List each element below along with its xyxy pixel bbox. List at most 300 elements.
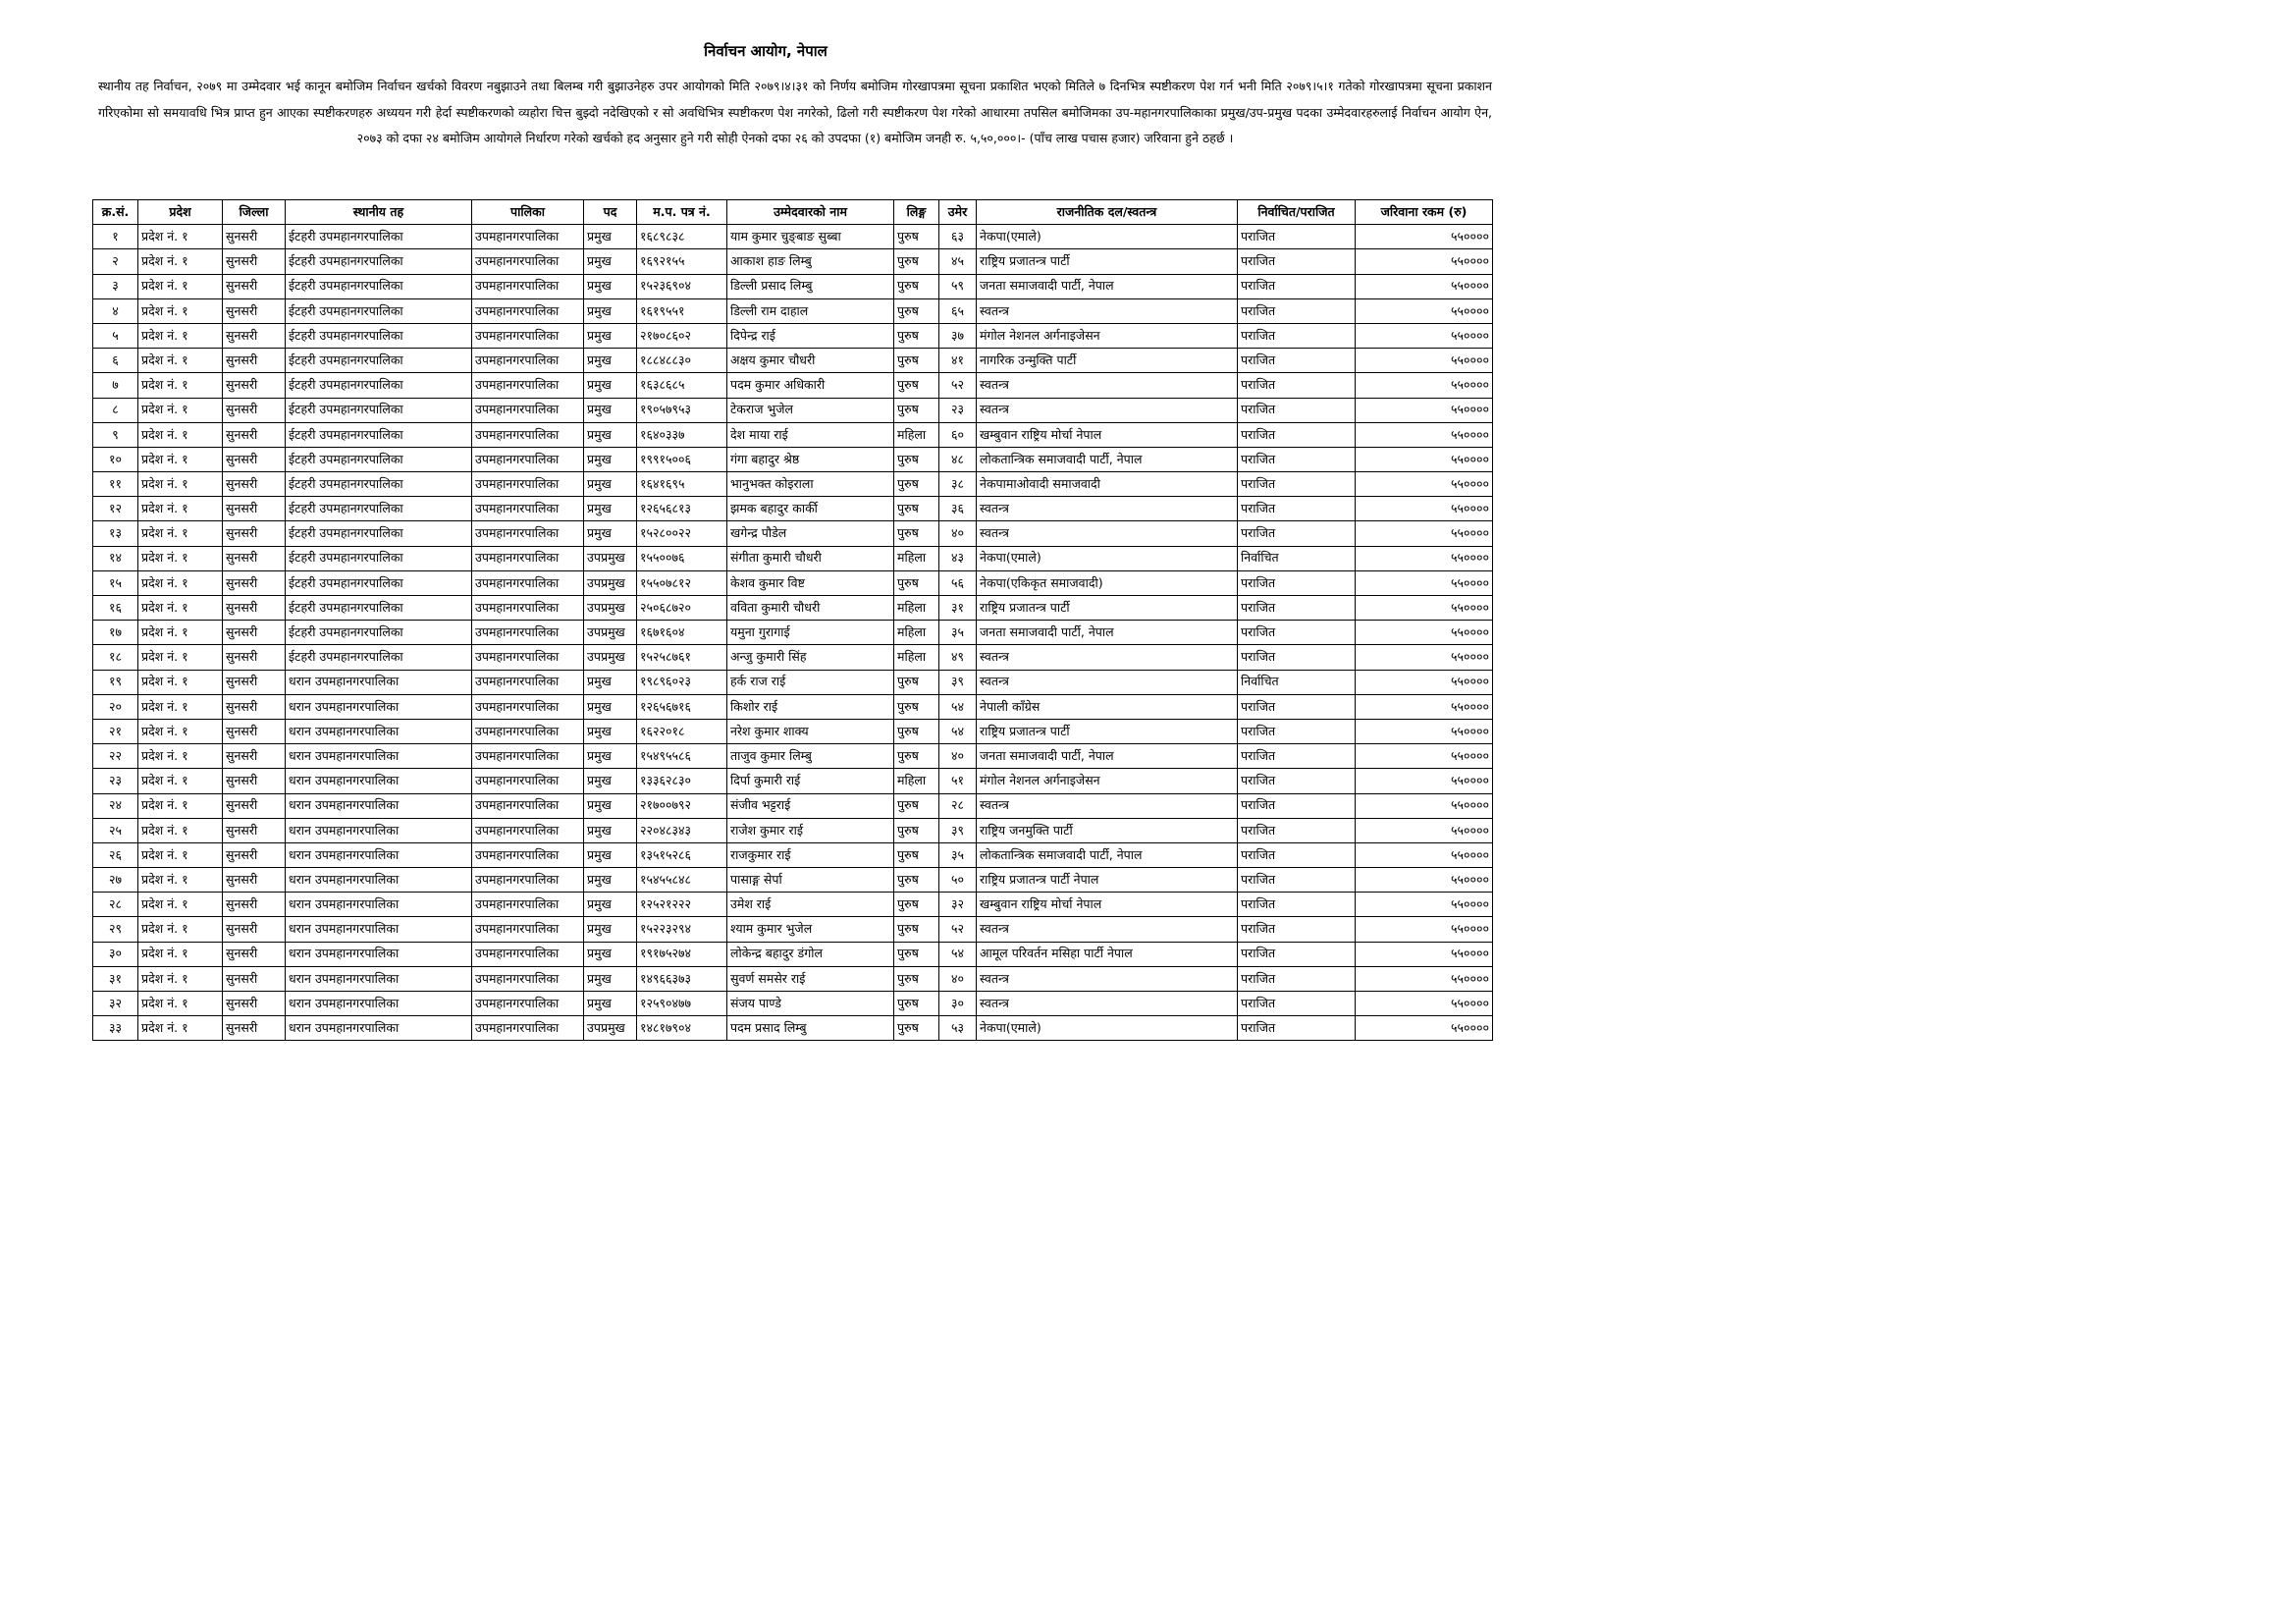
- cell-candidate-name: झमक बहादुर कार्की: [727, 497, 894, 521]
- cell-age: ४५: [939, 249, 977, 274]
- cell-local-level: ईटहरी उपमहानगरपालिका: [286, 472, 472, 497]
- cell-municipality-type: उपमहानगरपालिका: [472, 893, 584, 917]
- cell-party: मंगोल नेशनल अर्गनाइजेसन: [977, 323, 1238, 348]
- cell-local-level: ईटहरी उपमहानगरपालिका: [286, 373, 472, 398]
- table-row: [93, 447, 1493, 471]
- cell-district: सुनसरी: [223, 670, 286, 694]
- cell-province: प्रदेश नं. १: [138, 694, 223, 719]
- table-row: [93, 893, 1493, 917]
- notice-paragraph: स्थानीय तह निर्वाचन, २०७९ मा उम्मेदवार भई कानून बमोजिम निर्वाचन खर्चको विवरण नबुझाउने तथा बिलम्ब गरी बुझाउनेहरु उपर आयोगको मिति २०७९।४।३१ को निर्णय बमोजिम गोरखापत्रमा सूचना प्रकाशित भएको मितिले ७ दिनभित्र स्पष्टीकरण पेश गर्न भनी मिति २०७९।५।१ गतेको गोरखापत्रमा सूचना प्रकाशन गरिएकोमा सो समयावधि भित्र प्राप्त हुन आएका स्पष्टीकरणहरु अध्ययन गरी हेर्दा स्पष्टीकरणको व्यहोरा चित्त बुझ्दो नदेखिएको र सो अवधिभित्र स्पष्टीकरण पेश नगरेको, ढिलो गरी स्पष्टीकरण पेश गरेको आधारमा तपसिल बमोजिमका उप-महानगरपालिकाका प्रमुख/उप-प्रमुख पदका उम्मेदवारहरुलाई निर्वाचन आयोग ऐन, २०७३ को दफा २४ बमोजिम आयोगले निर्धारण गरेको खर्चको हद अनुसार हुने गरी सोही ऐनको दफा २६ को उपदफा (१) बमोजिम जनही रु. ५,५०,०००।- (पाँच लाख पचास हजार) जरिवाना हुने ठहर्छ ।: [98, 79, 1492, 145]
- cell-sn: ३१: [93, 966, 138, 991]
- table-row: [93, 274, 1493, 298]
- cell-nomination-no: १९०५७९५३: [637, 398, 727, 422]
- table-row: [93, 917, 1493, 942]
- cell-fine-amount: ५५००००: [1356, 422, 1493, 447]
- cell-result: पराजित: [1238, 274, 1356, 298]
- cell-gender: महिला: [894, 596, 939, 621]
- cell-nomination-no: १२६५६८१३: [637, 497, 727, 521]
- cell-municipality-type: उपमहानगरपालिका: [472, 274, 584, 298]
- cell-municipality-type: उपमहानगरपालिका: [472, 769, 584, 793]
- cell-fine-amount: ५५००००: [1356, 769, 1493, 793]
- cell-post: उपप्रमुख: [584, 645, 637, 670]
- cell-fine-amount: ५५००००: [1356, 497, 1493, 521]
- cell-nomination-no: २५०६८७२०: [637, 596, 727, 621]
- cell-party: स्वतन्त्र: [977, 373, 1238, 398]
- cell-result: पराजित: [1238, 422, 1356, 447]
- cell-local-level: धरान उपमहानगरपालिका: [286, 893, 472, 917]
- cell-province: प्रदेश नं. १: [138, 398, 223, 422]
- cell-fine-amount: ५५००००: [1356, 398, 1493, 422]
- cell-local-level: धरान उपमहानगरपालिका: [286, 670, 472, 694]
- cell-age: ३९: [939, 670, 977, 694]
- header-district: जिल्ला: [223, 200, 286, 225]
- cell-party: नेकपा(एकिकृत समाजवादी): [977, 570, 1238, 595]
- header-post: पद: [584, 200, 637, 225]
- cell-nomination-no: १५२२३२९४: [637, 917, 727, 942]
- cell-municipality-type: उपमहानगरपालिका: [472, 398, 584, 422]
- cell-gender: पुरुष: [894, 966, 939, 991]
- cell-district: सुनसरी: [223, 546, 286, 570]
- cell-result: पराजित: [1238, 917, 1356, 942]
- table-row: [93, 621, 1493, 645]
- cell-candidate-name: गंगा बहादुर श्रेष्ठ: [727, 447, 894, 471]
- cell-municipality-type: उपमहानगरपालिका: [472, 621, 584, 645]
- cell-sn: २५: [93, 818, 138, 842]
- cell-sn: १२: [93, 497, 138, 521]
- cell-district: सुनसरी: [223, 992, 286, 1016]
- cell-province: प्रदेश नं. १: [138, 497, 223, 521]
- cell-age: ३५: [939, 621, 977, 645]
- cell-result: पराजित: [1238, 694, 1356, 719]
- cell-sn: ४: [93, 298, 138, 323]
- cell-district: सुनसरी: [223, 249, 286, 274]
- cell-party: स्वतन्त्र: [977, 521, 1238, 546]
- cell-fine-amount: ५५००००: [1356, 621, 1493, 645]
- cell-result: पराजित: [1238, 349, 1356, 373]
- cell-local-level: धरान उपमहानगरपालिका: [286, 917, 472, 942]
- cell-sn: १: [93, 225, 138, 249]
- cell-province: प्रदेश नं. १: [138, 621, 223, 645]
- penalty-table: [92, 199, 1493, 1041]
- cell-gender: पुरुष: [894, 719, 939, 743]
- cell-gender: पुरुष: [894, 1016, 939, 1041]
- cell-sn: ९: [93, 422, 138, 447]
- cell-age: ४८: [939, 447, 977, 471]
- cell-candidate-name: डिल्ली राम दाहाल: [727, 298, 894, 323]
- cell-sn: ७: [93, 373, 138, 398]
- cell-result: पराजित: [1238, 966, 1356, 991]
- cell-party: जनता समाजवादी पार्टी, नेपाल: [977, 621, 1238, 645]
- cell-sn: ३३: [93, 1016, 138, 1041]
- header-result: निर्वाचित/पराजित: [1238, 200, 1356, 225]
- cell-local-level: ईटहरी उपमहानगरपालिका: [286, 298, 472, 323]
- cell-party: राष्ट्रिय प्रजातन्त्र पार्टी: [977, 249, 1238, 274]
- cell-sn: १८: [93, 645, 138, 670]
- cell-nomination-no: १६३८६८५: [637, 373, 727, 398]
- cell-district: सुनसरी: [223, 719, 286, 743]
- cell-fine-amount: ५५००००: [1356, 719, 1493, 743]
- cell-fine-amount: ५५००००: [1356, 893, 1493, 917]
- cell-sn: २०: [93, 694, 138, 719]
- cell-gender: पुरुष: [894, 917, 939, 942]
- cell-post: उपप्रमुख: [584, 621, 637, 645]
- cell-district: सुनसरी: [223, 225, 286, 249]
- cell-district: सुनसरी: [223, 769, 286, 793]
- cell-candidate-name: पदम कुमार अधिकारी: [727, 373, 894, 398]
- header-candidate-name: उम्मेदवारको नाम: [727, 200, 894, 225]
- cell-province: प्रदेश नं. १: [138, 719, 223, 743]
- cell-local-level: ईटहरी उपमहानगरपालिका: [286, 447, 472, 471]
- cell-party: राष्ट्रिय प्रजातन्त्र पार्टी: [977, 719, 1238, 743]
- cell-candidate-name: यमुना गुरागाई: [727, 621, 894, 645]
- cell-sn: १६: [93, 596, 138, 621]
- cell-nomination-no: १८८४८८३०: [637, 349, 727, 373]
- cell-post: प्रमुख: [584, 323, 637, 348]
- cell-party: स्वतन्त्र: [977, 793, 1238, 818]
- cell-nomination-no: १५२३६९०४: [637, 274, 727, 298]
- cell-age: ५२: [939, 373, 977, 398]
- cell-nomination-no: १५२८००२२: [637, 521, 727, 546]
- cell-sn: १०: [93, 447, 138, 471]
- cell-age: ५६: [939, 570, 977, 595]
- cell-result: पराजित: [1238, 992, 1356, 1016]
- cell-municipality-type: उपमहानगरपालिका: [472, 249, 584, 274]
- cell-post: प्रमुख: [584, 349, 637, 373]
- cell-result: पराजित: [1238, 793, 1356, 818]
- cell-fine-amount: ५५००००: [1356, 868, 1493, 893]
- cell-age: ३२: [939, 893, 977, 917]
- table-row: [93, 992, 1493, 1016]
- cell-district: सुनसरी: [223, 917, 286, 942]
- cell-province: प्रदेश नं. १: [138, 992, 223, 1016]
- cell-fine-amount: ५५००००: [1356, 298, 1493, 323]
- cell-post: प्रमुख: [584, 868, 637, 893]
- cell-nomination-no: १६७१६०४: [637, 621, 727, 645]
- cell-party: मंगोल नेशनल अर्गनाइजेसन: [977, 769, 1238, 793]
- table-row: [93, 298, 1493, 323]
- cell-result: पराजित: [1238, 719, 1356, 743]
- table-row: [93, 744, 1493, 769]
- cell-district: सुनसरी: [223, 447, 286, 471]
- cell-district: सुनसरी: [223, 274, 286, 298]
- cell-post: प्रमुख: [584, 472, 637, 497]
- cell-result: पराजित: [1238, 645, 1356, 670]
- cell-party: आमूल परिवर्तन मसिहा पार्टी नेपाल: [977, 942, 1238, 966]
- cell-province: प्रदेश नं. १: [138, 422, 223, 447]
- cell-party: स्वतन्त्र: [977, 298, 1238, 323]
- table-row: [93, 719, 1493, 743]
- cell-party: जनता समाजवादी पार्टी, नेपाल: [977, 274, 1238, 298]
- cell-gender: पुरुष: [894, 225, 939, 249]
- cell-post: उपप्रमुख: [584, 1016, 637, 1041]
- cell-result: पराजित: [1238, 893, 1356, 917]
- table-row: [93, 570, 1493, 595]
- cell-post: प्रमुख: [584, 225, 637, 249]
- cell-result: पराजित: [1238, 769, 1356, 793]
- cell-result: पराजित: [1238, 744, 1356, 769]
- cell-party: नेकपामाओवादी समाजवादी: [977, 472, 1238, 497]
- cell-municipality-type: उपमहानगरपालिका: [472, 1016, 584, 1041]
- cell-district: सुनसरी: [223, 323, 286, 348]
- cell-local-level: धरान उपमहानगरपालिका: [286, 769, 472, 793]
- cell-gender: पुरुष: [894, 868, 939, 893]
- cell-fine-amount: ५५००००: [1356, 744, 1493, 769]
- cell-post: उपप्रमुख: [584, 546, 637, 570]
- cell-district: सुनसरी: [223, 842, 286, 867]
- cell-gender: पुरुष: [894, 349, 939, 373]
- cell-candidate-name: दिपेन्द्र राई: [727, 323, 894, 348]
- header-party: राजनीतिक दल/स्वतन्त्र: [977, 200, 1238, 225]
- header-local-level: स्थानीय तह: [286, 200, 472, 225]
- table-row: [93, 225, 1493, 249]
- cell-nomination-no: २१७००७९२: [637, 793, 727, 818]
- cell-candidate-name: संजय पाण्डे: [727, 992, 894, 1016]
- header-province: प्रदेश: [138, 200, 223, 225]
- cell-result: पराजित: [1238, 298, 1356, 323]
- cell-fine-amount: ५५००००: [1356, 818, 1493, 842]
- cell-age: ३६: [939, 497, 977, 521]
- cell-gender: पुरुष: [894, 521, 939, 546]
- cell-municipality-type: उपमहानगरपालिका: [472, 793, 584, 818]
- cell-local-level: ईटहरी उपमहानगरपालिका: [286, 621, 472, 645]
- cell-nomination-no: १६४१६९५: [637, 472, 727, 497]
- cell-local-level: धरान उपमहानगरपालिका: [286, 966, 472, 991]
- cell-fine-amount: ५५००००: [1356, 521, 1493, 546]
- cell-local-level: धरान उपमहानगरपालिका: [286, 1016, 472, 1041]
- cell-age: ४३: [939, 546, 977, 570]
- cell-local-level: धरान उपमहानगरपालिका: [286, 992, 472, 1016]
- cell-candidate-name: डिल्ली प्रसाद लिम्बु: [727, 274, 894, 298]
- cell-result: पराजित: [1238, 570, 1356, 595]
- cell-fine-amount: ५५००००: [1356, 917, 1493, 942]
- table-row: [93, 323, 1493, 348]
- table-row: [93, 373, 1493, 398]
- cell-province: प्रदेश नं. १: [138, 472, 223, 497]
- cell-candidate-name: नरेश कुमार शाक्य: [727, 719, 894, 743]
- cell-age: ५४: [939, 719, 977, 743]
- cell-province: प्रदेश नं. १: [138, 596, 223, 621]
- cell-party: स्वतन्त्र: [977, 992, 1238, 1016]
- cell-result: पराजित: [1238, 447, 1356, 471]
- cell-candidate-name: आकाश हाङ लिम्बु: [727, 249, 894, 274]
- cell-gender: पुरुष: [894, 298, 939, 323]
- cell-age: २८: [939, 793, 977, 818]
- cell-result: पराजित: [1238, 323, 1356, 348]
- header-municipality-type: पालिका: [472, 200, 584, 225]
- cell-sn: ३२: [93, 992, 138, 1016]
- cell-result: निर्वाचित: [1238, 670, 1356, 694]
- cell-local-level: ईटहरी उपमहानगरपालिका: [286, 323, 472, 348]
- cell-district: सुनसरी: [223, 349, 286, 373]
- cell-nomination-no: १४९६६३७३: [637, 966, 727, 991]
- cell-post: प्रमुख: [584, 670, 637, 694]
- table-row: [93, 769, 1493, 793]
- cell-local-level: ईटहरी उपमहानगरपालिका: [286, 422, 472, 447]
- cell-nomination-no: १६१९५५१: [637, 298, 727, 323]
- cell-gender: महिला: [894, 546, 939, 570]
- cell-post: प्रमुख: [584, 694, 637, 719]
- cell-province: प्रदेश नं. १: [138, 744, 223, 769]
- cell-result: पराजित: [1238, 373, 1356, 398]
- header-age: उमेर: [939, 200, 977, 225]
- cell-province: प्रदेश नं. १: [138, 842, 223, 867]
- cell-party: खम्बुवान राष्ट्रिय मोर्चा नेपाल: [977, 422, 1238, 447]
- cell-post: प्रमुख: [584, 521, 637, 546]
- cell-fine-amount: ५५००००: [1356, 694, 1493, 719]
- cell-gender: पुरुष: [894, 274, 939, 298]
- cell-province: प्रदेश नं. १: [138, 769, 223, 793]
- cell-post: प्रमुख: [584, 818, 637, 842]
- cell-post: प्रमुख: [584, 298, 637, 323]
- cell-local-level: ईटहरी उपमहानगरपालिका: [286, 225, 472, 249]
- cell-nomination-no: १६४०३३७: [637, 422, 727, 447]
- cell-nomination-no: १२५९०४७७: [637, 992, 727, 1016]
- cell-age: ३७: [939, 323, 977, 348]
- cell-result: पराजित: [1238, 249, 1356, 274]
- cell-nomination-no: १५२५८७६१: [637, 645, 727, 670]
- table-row: [93, 645, 1493, 670]
- cell-sn: २३: [93, 769, 138, 793]
- cell-province: प्रदेश नं. १: [138, 917, 223, 942]
- cell-municipality-type: उपमहानगरपालिका: [472, 868, 584, 893]
- cell-gender: महिला: [894, 621, 939, 645]
- cell-nomination-no: २२०४८३४३: [637, 818, 727, 842]
- cell-sn: २२: [93, 744, 138, 769]
- table-row: [93, 546, 1493, 570]
- cell-age: ४०: [939, 744, 977, 769]
- cell-post: प्रमुख: [584, 966, 637, 991]
- cell-post: उपप्रमुख: [584, 570, 637, 595]
- cell-candidate-name: भानुभक्त कोइराला: [727, 472, 894, 497]
- cell-sn: २: [93, 249, 138, 274]
- cell-fine-amount: ५५००००: [1356, 670, 1493, 694]
- cell-municipality-type: उपमहानगरपालिका: [472, 447, 584, 471]
- cell-district: सुनसरी: [223, 1016, 286, 1041]
- cell-gender: पुरुष: [894, 497, 939, 521]
- cell-post: प्रमुख: [584, 917, 637, 942]
- table-row: [93, 349, 1493, 373]
- cell-gender: पुरुष: [894, 992, 939, 1016]
- table-row: [93, 472, 1493, 497]
- cell-sn: २६: [93, 842, 138, 867]
- header-nomination-no: म.प. पत्र नं.: [637, 200, 727, 225]
- cell-district: सुनसरी: [223, 793, 286, 818]
- cell-candidate-name: देश माया राई: [727, 422, 894, 447]
- cell-age: ४०: [939, 521, 977, 546]
- cell-post: प्रमुख: [584, 373, 637, 398]
- cell-sn: १५: [93, 570, 138, 595]
- cell-province: प्रदेश नं. १: [138, 670, 223, 694]
- cell-local-level: ईटहरी उपमहानगरपालिका: [286, 570, 472, 595]
- cell-candidate-name: याम कुमार चुङ्बाङ सुब्बा: [727, 225, 894, 249]
- cell-district: सुनसरी: [223, 621, 286, 645]
- cell-nomination-no: १६९२१५५: [637, 249, 727, 274]
- cell-result: पराजित: [1238, 868, 1356, 893]
- cell-sn: २७: [93, 868, 138, 893]
- cell-local-level: ईटहरी उपमहानगरपालिका: [286, 274, 472, 298]
- cell-municipality-type: उपमहानगरपालिका: [472, 373, 584, 398]
- cell-candidate-name: अक्षय कुमार चौधरी: [727, 349, 894, 373]
- cell-post: प्रमुख: [584, 422, 637, 447]
- table-row: [93, 942, 1493, 966]
- cell-gender: महिला: [894, 769, 939, 793]
- cell-candidate-name: राजेश कुमार राई: [727, 818, 894, 842]
- header-gender: लिङ्ग: [894, 200, 939, 225]
- cell-fine-amount: ५५००००: [1356, 942, 1493, 966]
- cell-gender: पुरुष: [894, 818, 939, 842]
- cell-sn: ३०: [93, 942, 138, 966]
- cell-province: प्रदेश नं. १: [138, 373, 223, 398]
- table-row: [93, 842, 1493, 867]
- cell-gender: पुरुष: [894, 744, 939, 769]
- cell-post: प्रमुख: [584, 274, 637, 298]
- cell-age: ६५: [939, 298, 977, 323]
- cell-gender: पुरुष: [894, 249, 939, 274]
- cell-province: प्रदेश नं. १: [138, 942, 223, 966]
- cell-fine-amount: ५५००००: [1356, 447, 1493, 471]
- cell-fine-amount: ५५००००: [1356, 274, 1493, 298]
- cell-municipality-type: उपमहानगरपालिका: [472, 670, 584, 694]
- cell-candidate-name: खगेन्द्र पौडेल: [727, 521, 894, 546]
- cell-district: सुनसरी: [223, 521, 286, 546]
- page-title: निर्वाचन आयोग, नेपाल: [704, 42, 828, 60]
- cell-sn: २१: [93, 719, 138, 743]
- cell-municipality-type: उपमहानगरपालिका: [472, 349, 584, 373]
- cell-result: पराजित: [1238, 818, 1356, 842]
- cell-municipality-type: उपमहानगरपालिका: [472, 497, 584, 521]
- cell-candidate-name: पासाङ्ग सेर्पा: [727, 868, 894, 893]
- cell-post: प्रमुख: [584, 893, 637, 917]
- cell-gender: पुरुष: [894, 942, 939, 966]
- cell-nomination-no: १९८९६०२३: [637, 670, 727, 694]
- cell-nomination-no: १९१७५२७४: [637, 942, 727, 966]
- cell-municipality-type: उपमहानगरपालिका: [472, 719, 584, 743]
- cell-nomination-no: २१७०८६०२: [637, 323, 727, 348]
- cell-age: ६०: [939, 422, 977, 447]
- cell-result: पराजित: [1238, 842, 1356, 867]
- cell-age: ५१: [939, 769, 977, 793]
- cell-district: सुनसरी: [223, 645, 286, 670]
- cell-age: ५२: [939, 917, 977, 942]
- cell-municipality-type: उपमहानगरपालिका: [472, 422, 584, 447]
- cell-fine-amount: ५५००००: [1356, 546, 1493, 570]
- cell-party: स्वतन्त्र: [977, 497, 1238, 521]
- cell-municipality-type: उपमहानगरपालिका: [472, 225, 584, 249]
- table-row: [93, 398, 1493, 422]
- cell-candidate-name: दिर्पा कुमारी राई: [727, 769, 894, 793]
- cell-candidate-name: हर्क राज राई: [727, 670, 894, 694]
- cell-gender: महिला: [894, 645, 939, 670]
- cell-local-level: धरान उपमहानगरपालिका: [286, 744, 472, 769]
- cell-candidate-name: लोकेन्द्र बहादुर डंगोल: [727, 942, 894, 966]
- cell-party: स्वतन्त्र: [977, 966, 1238, 991]
- cell-province: प्रदेश नं. १: [138, 298, 223, 323]
- cell-sn: ५: [93, 323, 138, 348]
- cell-candidate-name: ताजुव कुमार लिम्बु: [727, 744, 894, 769]
- header-sn: क्र.सं.: [93, 200, 138, 225]
- cell-sn: १४: [93, 546, 138, 570]
- cell-district: सुनसरी: [223, 298, 286, 323]
- cell-fine-amount: ५५००००: [1356, 349, 1493, 373]
- cell-sn: १९: [93, 670, 138, 694]
- cell-municipality-type: उपमहानगरपालिका: [472, 472, 584, 497]
- cell-municipality-type: उपमहानगरपालिका: [472, 942, 584, 966]
- cell-district: सुनसरी: [223, 694, 286, 719]
- cell-age: ३१: [939, 596, 977, 621]
- cell-party: स्वतन्त्र: [977, 398, 1238, 422]
- cell-party: लोकतान्त्रिक समाजवादी पार्टी, नेपाल: [977, 842, 1238, 867]
- cell-gender: पुरुष: [894, 893, 939, 917]
